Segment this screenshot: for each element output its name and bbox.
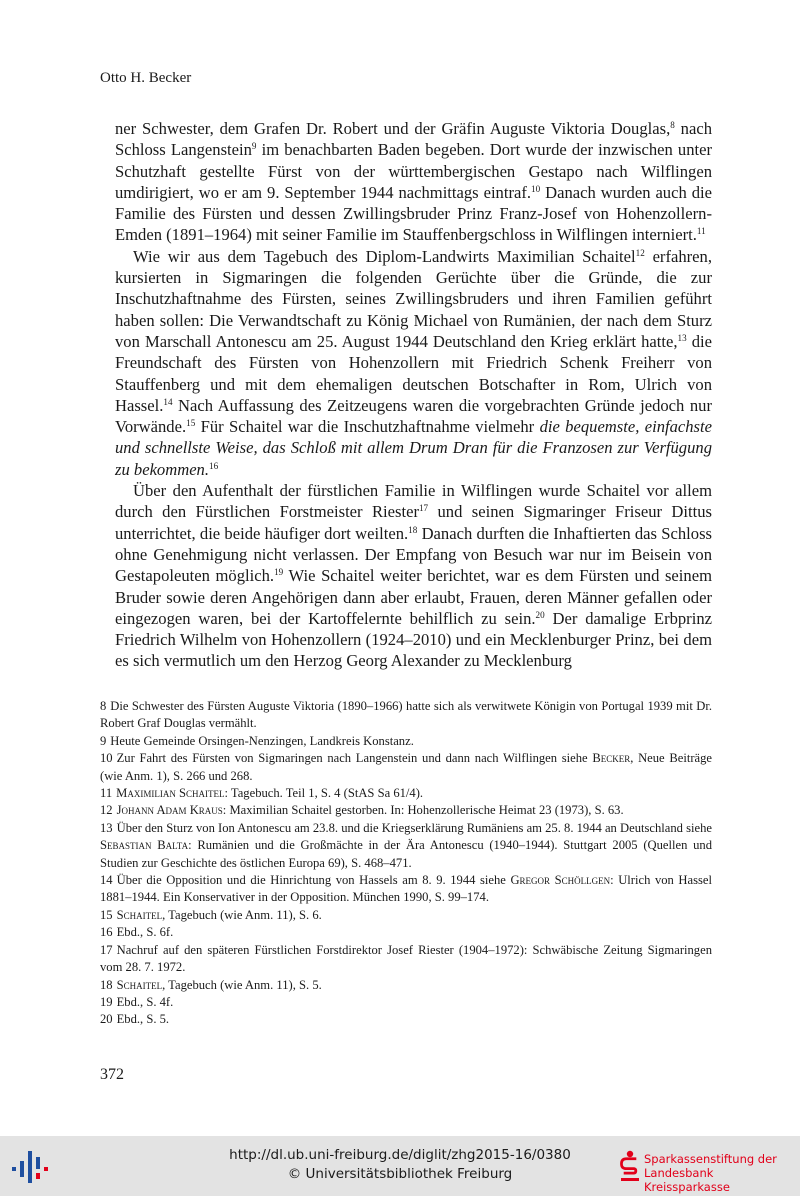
footnote-text: : Ulrich von Hassel 1881–1944. Ein Konservativer in der Opposition. München 1990, S. 99–174. <box>100 873 712 905</box>
paragraph-2 <box>115 246 712 480</box>
footnote-15 <box>100 907 712 924</box>
footnote-text: Zur Fahrt des Fürsten von Sigmaringen nach Langenstein und dann nach Wilflingen siehe <box>116 751 593 766</box>
footnote-ref[interactable]: 19 <box>274 567 284 578</box>
footnote-9 <box>100 733 712 750</box>
copyright-text: © Universitätsbibliothek Freiburg <box>287 1166 513 1182</box>
text-run: Für Schaitel war die Inschutzhaftnahme vielmehr <box>195 417 540 437</box>
footnote-number: 11 <box>100 786 113 801</box>
footnote-13 <box>100 820 712 872</box>
footnote-19 <box>100 994 712 1011</box>
paragraph-1 <box>115 118 712 246</box>
footnote-20 <box>100 1011 712 1028</box>
footnote-ref[interactable]: 10 <box>531 183 541 194</box>
page-number: 372 <box>100 1066 124 1083</box>
footnote-18 <box>100 977 712 994</box>
footnote-number: 17 <box>100 942 113 957</box>
footnote-ref[interactable]: 13 <box>677 333 687 344</box>
running-head: Otto H. Becker <box>100 70 192 86</box>
footnote-text: Ebd., S. 6f. <box>116 925 174 940</box>
footnote-ref[interactable]: 9 <box>251 141 257 152</box>
footnote-ref[interactable]: 16 <box>209 460 219 471</box>
text-run: nach Schloss Langenstein <box>115 119 712 160</box>
text-run: Nach Auffassung des Zeitzeugens waren die vorgebrachten Gründe jedoch nur Vorwände. <box>115 395 712 437</box>
footnote-number: 16 <box>100 925 113 940</box>
footnote-number: 14 <box>100 873 113 888</box>
footnote-number: 18 <box>100 977 113 992</box>
body-text <box>115 118 712 672</box>
sponsor[interactable] <box>620 1150 800 1194</box>
ub-freiburg-logo-icon[interactable] <box>10 1149 50 1185</box>
footnote-author: Schaitel <box>116 907 163 922</box>
footnote-author: Gregor Schöllgen <box>510 873 611 888</box>
viewer-footer <box>0 1136 800 1196</box>
footnote-number: 12 <box>100 803 113 818</box>
footnote-text: Ebd., S. 4f. <box>116 994 174 1009</box>
footnote-number: 13 <box>100 820 113 835</box>
text-run: die Freundschaft des Fürsten von Hohenzollern mit Friedrich Schenk Freiherr von Stauffenberg und mit dem ehemaligen deutschen Botschafter in Rom, Ulrich von Hassel. <box>115 331 713 415</box>
footnote-text: : Maximilian Schaitel gestorben. In: Hohenzollerische Heimat 23 (1973), S. 63. <box>222 803 624 818</box>
footnote-text: Nachruf auf den späteren Fürstlichen Forstdirektor Josef Riester (1904–1972): Schwäbische Zeitung Sigmaringen vom 28. 7. 1972. <box>100 942 712 975</box>
text-run: Danach durften die Inhaftierten das Schloss ohne Genehmigung nicht verlassen. Der Empfang von Besuch war nur im Beisein von Gestapoleuten möglich. <box>115 523 712 586</box>
footer-center <box>200 1146 600 1184</box>
footnote-ref[interactable]: 14 <box>163 396 173 407</box>
text-run: ner Schwester, dem Grafen Dr. Robert und der Gräfin Auguste Viktoria Douglas, <box>115 119 671 138</box>
footnote-text: Über den Sturz von Ion Antonescu am 23.8. und die Kriegserklärung Rumäniens am 25. 8. 1944 an Deutschland siehe <box>116 820 712 835</box>
footnote-number: 10 <box>100 751 113 766</box>
sponsor-line-1: Sparkassenstiftung der <box>644 1152 777 1166</box>
footnote-ref[interactable]: 20 <box>535 609 545 620</box>
footnote-text: Die Schwester des Fürsten Auguste Viktoria (1890–1966) hatte sich als verwitwete Königin von Portugal 1939 mit Dr. Robert Graf Douglas vermählt. <box>100 699 712 731</box>
footnote-author: Sebastian Balta <box>100 838 189 853</box>
text-run: Wie Schaitel weiter berichtet, war es dem Fürsten und seinem Bruder sowie deren Angehörigen dann aber erlaubt, Frauen, deren Männer gefallen oder eingezogen waren, bei der Kartoffelernte behilflich zu sein. <box>115 566 712 628</box>
text-run: Über den Aufenthalt der fürstlichen Familie in Wilflingen wurde Schaitel vor allem durch den Fürstlichen Forstmeister Riester <box>115 481 712 522</box>
footnotes <box>100 698 712 1029</box>
footnote-ref[interactable]: 17 <box>418 503 429 514</box>
footnote-number: 19 <box>100 994 113 1009</box>
footnote-12 <box>100 802 712 819</box>
quotation: die bequemste, einfachste und schnellste Weise, das Schloß mit allem Drum Dran für die Franzosen zur Verfügung zu bekommen. <box>115 417 712 479</box>
footnote-ref[interactable]: 12 <box>635 247 645 258</box>
text-run: Wie wir aus dem Tagebuch des Diplom-Landwirts Maximilian Schaitel <box>133 246 636 266</box>
footnote-text: : Rumänien und die Großmächte in der Ära Antonescu (1940–1944). Stuttgart 2005 (Quellen und Studien zur Geschichte des östlichen Europa 69), S. 468–471. <box>100 838 713 870</box>
footnote-author: Maximilian Schaitel <box>116 786 225 801</box>
footnote-number: 20 <box>100 1012 113 1027</box>
permalink[interactable]: http://dl.ub.uni-freiburg.de/diglit/zhg2015-16/0380 <box>229 1147 571 1163</box>
footnote-author: Becker <box>592 751 631 766</box>
footnote-ref[interactable]: 11 <box>696 226 706 237</box>
text-run: und seinen Sigmaringer Friseur Dittus unterrichtet, die beide häufiger dort weilten. <box>115 502 712 543</box>
footnote-number: 8 <box>100 699 107 713</box>
footnote-text: Ebd., S. 5. <box>116 1012 170 1027</box>
text-run: Der damalige Erbprinz Friedrich Wilhelm von Hohenzollern (1924–2010) und ein Mecklenburger Prinz, bei dem es sich vermutlich um den Herzog Georg Alexander zu Mecklenburg <box>115 608 712 671</box>
footnote-16 <box>100 924 712 941</box>
text-run: erfahren, kursierten in Sigmaringen die folgenden Gerüchte über die Gründe, die zur Inschutzhaftnahme des Fürsten, seines Zwillingsbruders und ihren Familien geführt haben sollen: Die Verwandtschaft zu König Michael von Rumänien, der nach dem Sturz von Marschall Antonescu am 25. August 1944 Deutschland den Krieg erklärt hatte, <box>115 246 712 351</box>
footnote-text: , Tagebuch (wie Anm. 11), S. 6. <box>162 907 322 922</box>
footnote-10 <box>100 750 712 785</box>
footnote-text: : Tagebuch. Teil 1, S. 4 (StAS Sa 61/4). <box>224 786 424 801</box>
footnote-11 <box>100 785 712 802</box>
footnote-text: , Neue Beiträge (wie Anm. 1), S. 266 und 268. <box>100 751 712 783</box>
footnote-17 <box>100 942 712 977</box>
footnote-ref[interactable]: 15 <box>186 418 196 429</box>
footnote-text: Heute Gemeinde Orsingen-Nenzingen, Landkreis Konstanz. <box>110 733 414 748</box>
paragraph-3 <box>115 480 712 672</box>
footnote-number: 15 <box>100 907 113 922</box>
footnote-14 <box>100 872 712 907</box>
footnote-number: 9 <box>100 733 107 748</box>
footnote-author: Schaitel <box>116 977 163 992</box>
text-run: im benachbarten Baden begeben. Dort wurde der inzwischen unter Schutzhaft gestellte Fürst von der württembergischen Gestapo nach Wilflingen umdirigiert, wo er am 9. September 1944 nachmittags eintraf. <box>115 140 712 202</box>
sparkasse-logo-icon <box>620 1150 640 1182</box>
footnote-8 <box>100 698 712 733</box>
footnote-text: , Tagebuch (wie Anm. 11), S. 5. <box>162 977 322 992</box>
sponsor-text <box>644 1152 800 1194</box>
footnote-author: Johann Adam Kraus <box>116 803 223 818</box>
footnote-ref[interactable]: 8 <box>670 120 675 131</box>
sponsor-line-2: Landesbank Kreissparkasse <box>644 1166 730 1194</box>
footnote-text: Über die Opposition und die Hinrichtung von Hassels am 8. 9. 1944 siehe <box>116 873 511 888</box>
footnote-ref[interactable]: 18 <box>408 524 418 535</box>
text-run: Danach wurden auch die Familie des Fürsten und dessen Zwillingsbruder Prinz Franz-Josef von Hohenzollern-Emden (1891–1964) mit seiner Familie im Stauffenbergschloss in Wilflingen interniert. <box>115 182 712 245</box>
